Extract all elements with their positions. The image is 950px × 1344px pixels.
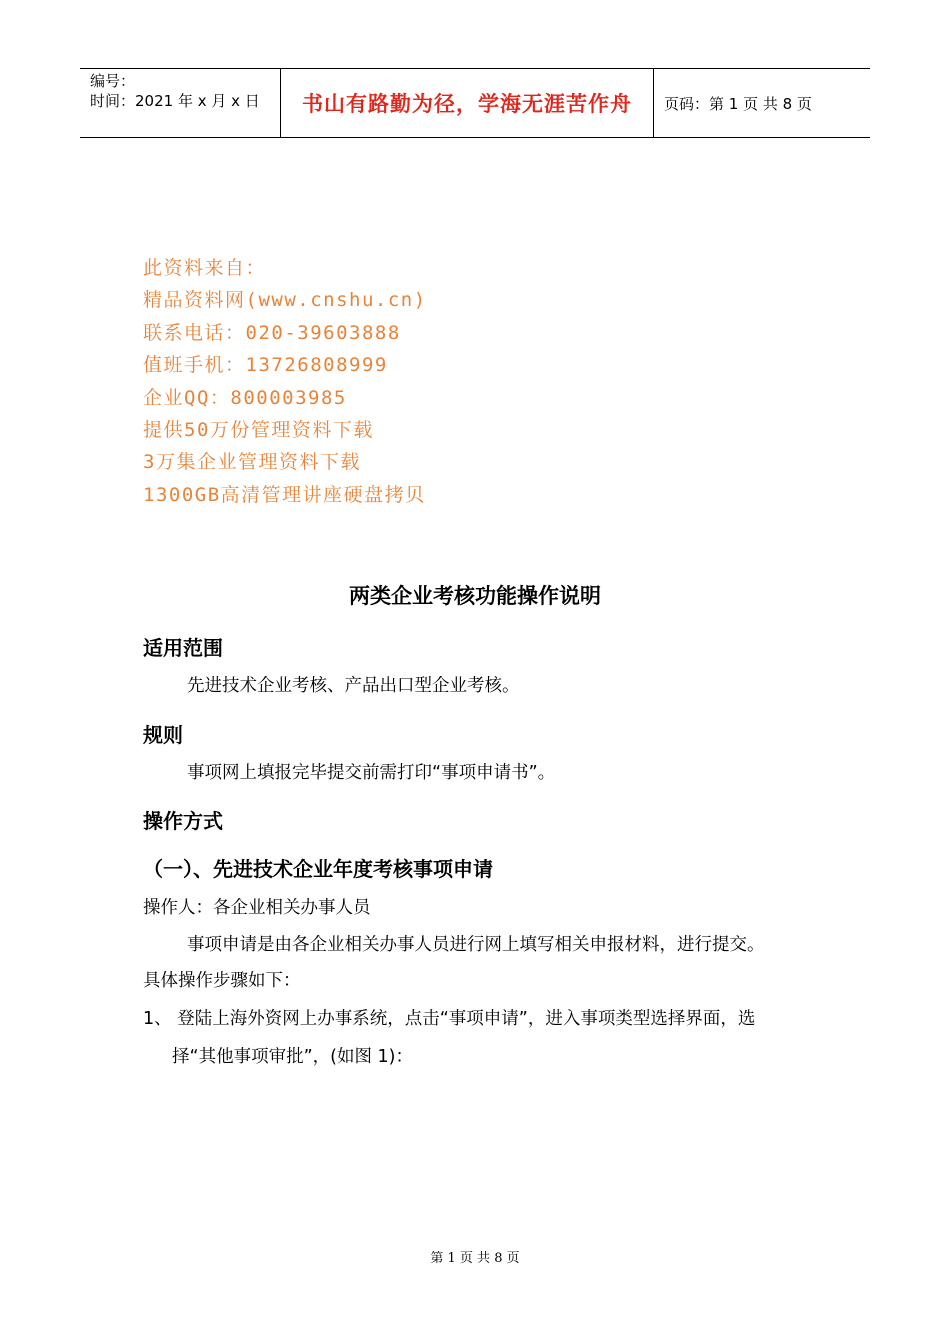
subsection-title: （一）、先进技术企业年度考核事项申请 bbox=[143, 857, 493, 881]
steps-intro: 具体操作步骤如下： bbox=[143, 971, 301, 991]
header-table bbox=[80, 68, 870, 138]
rules-text: 事项网上填报完毕提交前需打印“事项申请书”。 bbox=[187, 763, 556, 783]
page-footer: 第 1 页 共 8 页 bbox=[430, 1251, 520, 1266]
step1-line1: 1、 登陆上海外资网上办事系统，点击“事项申请”，进入事项类型选择界面，选 bbox=[143, 1009, 756, 1029]
source-line: 3万集企业管理资料下载 bbox=[143, 451, 361, 474]
source-line: 此资料来自： bbox=[143, 257, 267, 279]
motto-text: 书山有路勤为径，学海无涯苦作舟 bbox=[302, 92, 632, 116]
header-left-cell bbox=[80, 69, 281, 137]
header-motto-cell bbox=[281, 69, 654, 137]
step1-line2: 择“其他事项审批”，(如图 1)： bbox=[172, 1047, 413, 1067]
source-line: 提供50万份管理资料下载 bbox=[143, 419, 374, 442]
source-line: 联系电话：020-39603888 bbox=[143, 321, 401, 344]
source-line: 值班手机：13726808999 bbox=[143, 354, 388, 377]
scope-text: 先进技术企业考核、产品出口型企业考核。 bbox=[187, 676, 520, 696]
document-title: 两类企业考核功能操作说明 bbox=[349, 584, 601, 608]
number-label: 编号： bbox=[90, 72, 136, 90]
header-page-cell bbox=[654, 69, 870, 137]
scope-heading: 适用范围 bbox=[143, 636, 223, 660]
time-label: 时间：2021 年 x 月 x 日 bbox=[90, 92, 260, 110]
method-heading: 操作方式 bbox=[143, 809, 223, 833]
source-line: 1300GB高清管理讲座硬盘拷贝 bbox=[143, 483, 426, 506]
page-label: 页码：第 1 页 共 8 页 bbox=[664, 94, 812, 113]
source-line: 精品资料网(www.cnshu.cn) bbox=[143, 289, 427, 312]
source-info-block bbox=[143, 252, 427, 511]
rules-heading: 规则 bbox=[143, 723, 183, 747]
intro-text: 事项申请是由各企业相关办事人员进行网上填写相关申报材料，进行提交。 bbox=[187, 935, 765, 955]
source-line: 企业QQ：800003985 bbox=[143, 386, 347, 409]
operator-text: 操作人：各企业相关办事人员 bbox=[143, 898, 371, 918]
